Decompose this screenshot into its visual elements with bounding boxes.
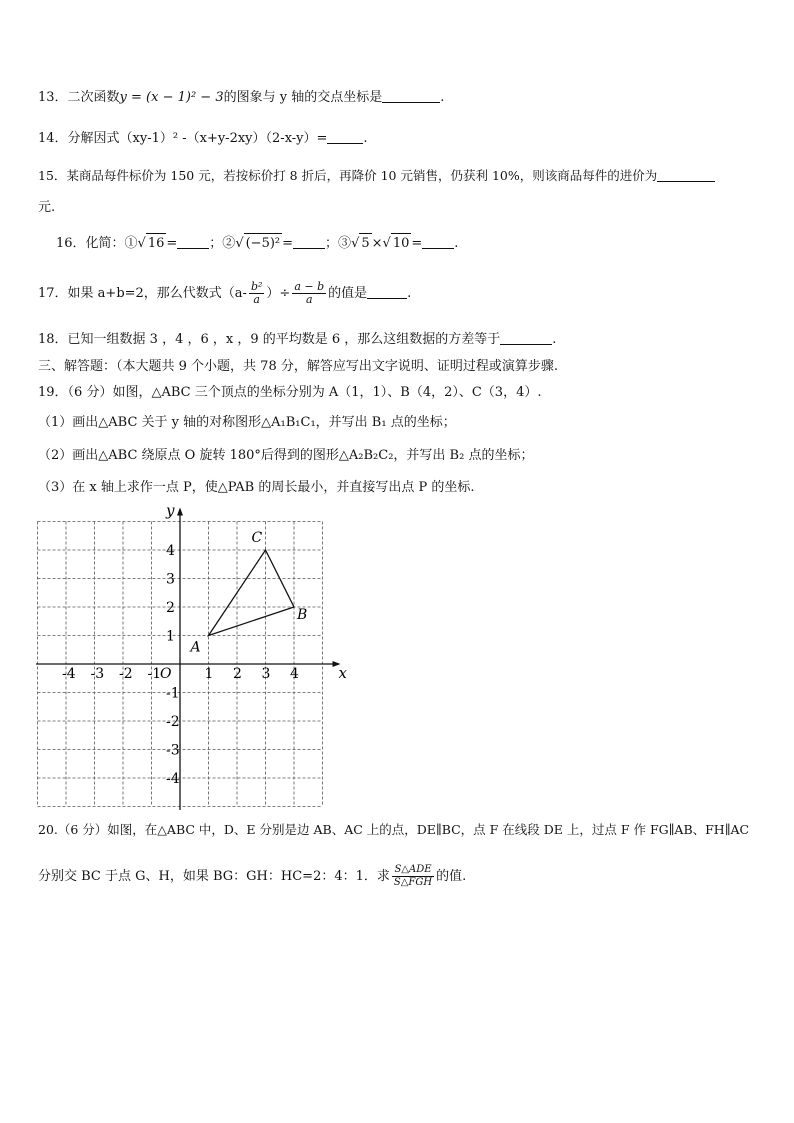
q17-post: 的值是 bbox=[328, 286, 368, 301]
q14-text: 14．分解因式（xy-1）² -（x+y-2xy）（2-x-y）= bbox=[38, 131, 328, 146]
q18-text: 18．已知一组数据 3 ，4 ，6 ，x ，9 的平均数是 6 ，那么这组数据的方差等于 bbox=[38, 332, 501, 347]
q20-frac-denominator: S△FGH bbox=[393, 877, 433, 888]
q19-title: 19．（6 分）如图，△ABC 三个顶点的坐标分别为 A（1，1）、B（4，2）、C（3，4）. bbox=[38, 385, 542, 400]
q17-f1-denominator: a bbox=[253, 293, 260, 306]
q18-answer-blank[interactable] bbox=[500, 330, 552, 345]
q17-fraction-2 bbox=[292, 281, 326, 306]
y-tick-label: 4 bbox=[166, 543, 175, 559]
q16-radicand-3a: 5 bbox=[359, 233, 371, 254]
question-15 bbox=[38, 166, 715, 186]
point-label-a: A bbox=[190, 639, 201, 656]
y-axis-arrow bbox=[177, 508, 183, 516]
origin-label: O bbox=[160, 666, 172, 682]
q17-f1-numerator: b² bbox=[250, 280, 263, 293]
y-tick-label: 3 bbox=[166, 571, 175, 588]
q15-continuation: 元. bbox=[38, 200, 56, 215]
q13-number: 13．二次函数 bbox=[38, 90, 120, 105]
sqrt-icon: √ bbox=[382, 236, 391, 251]
q13-end: . bbox=[440, 90, 445, 105]
q20-area-ratio bbox=[392, 864, 434, 889]
question-13 bbox=[38, 88, 444, 108]
question-18 bbox=[38, 330, 556, 350]
q20-line-2-post: 的值. bbox=[436, 869, 467, 884]
triangle-outline bbox=[209, 550, 295, 636]
q16-eq-2: = bbox=[282, 236, 294, 251]
question-14 bbox=[38, 129, 368, 149]
q17-f2-numerator: a − b bbox=[294, 280, 325, 293]
q16-radicand-3b: 10 bbox=[391, 233, 412, 254]
q16-blank-1[interactable] bbox=[177, 234, 209, 249]
q16-sep-2: ；③ bbox=[325, 236, 352, 251]
x-tick-label: 3 bbox=[261, 666, 271, 682]
q17-mid: ）÷ bbox=[266, 286, 291, 301]
q15-answer-blank[interactable] bbox=[657, 167, 715, 182]
q17-answer-blank[interactable] bbox=[367, 284, 407, 299]
sqrt-icon: √ bbox=[235, 236, 244, 251]
q14-answer-blank[interactable] bbox=[327, 129, 363, 144]
q18-end: . bbox=[552, 332, 557, 347]
q16-sep-1: ；② bbox=[209, 236, 236, 251]
q16-label: 16．化简：① bbox=[56, 236, 138, 251]
question-16 bbox=[56, 233, 458, 254]
q17-f2-denominator: a bbox=[305, 293, 313, 306]
y-tick-label: 2 bbox=[166, 600, 175, 616]
q16-eq-1: = bbox=[166, 236, 178, 251]
q16-blank-2[interactable] bbox=[293, 234, 325, 249]
q20-frac-numerator: S△ADE bbox=[394, 864, 432, 875]
q16-times: × bbox=[371, 236, 383, 251]
sqrt-icon: √ bbox=[137, 236, 146, 251]
q17-fraction-1 bbox=[249, 281, 264, 306]
y-tick-label: 1 bbox=[166, 628, 175, 645]
section-3-heading: 三、解答题：（本大题共 9 个小题，共 78 分，解答应写出文字说明、证明过程或演算步骤. bbox=[38, 359, 558, 374]
q20-line-2 bbox=[38, 860, 466, 894]
q14-end: . bbox=[363, 131, 368, 146]
q13-function: y = (x − 1)² − 3 bbox=[119, 90, 224, 105]
q17-pre: 17．如果 a+b=2，那么代数式（a- bbox=[38, 286, 247, 301]
y-axis-label: y bbox=[166, 501, 175, 520]
axes bbox=[36, 502, 348, 811]
point-label-b: B bbox=[297, 607, 308, 623]
q16-radicand-2: (−5)² bbox=[244, 233, 283, 254]
q19-part-2: （2）画出△ABC 绕原点 O 旋转 180°后得到的图形△A₂B₂C₂，并写出 B₂ 点的坐标； bbox=[38, 448, 534, 463]
y-tick-label: -4 bbox=[166, 771, 180, 787]
q19-part-3: （3）在 x 轴上求作一点 P，使△PAB 的周长最小，并直接写出点 P 的坐标. bbox=[38, 480, 475, 495]
y-tick-label: -1 bbox=[166, 685, 180, 702]
q16-eq-3: = bbox=[411, 236, 423, 251]
y-tick-label: -2 bbox=[166, 714, 180, 730]
sqrt-icon: √ bbox=[351, 236, 360, 251]
q15-text: 15．某商品每件标价为 150 元，若按标价打 8 折后，再降价 10 元销售，仍获利 10%，则该商品每件的进价为 bbox=[38, 168, 658, 183]
x-tick-label: -2 bbox=[119, 666, 133, 682]
coordinate-grid-figure bbox=[36, 500, 356, 810]
q17-end: . bbox=[407, 286, 412, 301]
q19-part-1: （1）画出△ABC 关于 y 轴的对称图形△A₁B₁C₁，并写出 B₁ 点的坐标； bbox=[38, 415, 456, 430]
q20-line-1: 20.（6 分）如图，在△ABC 中，D、E 分别是边 AB、AC 上的点，DE∥BC，点 F 在线段 DE 上，过点 F 作 FG∥AB、FH∥AC bbox=[38, 822, 750, 837]
x-tick-label: 1 bbox=[204, 666, 214, 682]
q13-text: 的图象与 y 轴的交点坐标是 bbox=[223, 90, 383, 105]
triangle-abc bbox=[189, 530, 308, 656]
x-tick-label: 4 bbox=[290, 666, 299, 682]
point-label-c: C bbox=[251, 530, 263, 546]
q16-end: . bbox=[454, 236, 459, 251]
question-17 bbox=[38, 277, 411, 311]
q20-line-2-pre: 分别交 BC 于点 G、H，如果 BG：GH：HC=2：4：1．求 bbox=[38, 869, 390, 884]
x-tick-label: 2 bbox=[233, 666, 242, 682]
q13-answer-blank[interactable] bbox=[382, 88, 440, 103]
x-tick-label: -1 bbox=[147, 666, 162, 682]
q16-blank-3[interactable] bbox=[422, 234, 454, 249]
y-tick-label: -3 bbox=[166, 742, 180, 759]
x-tick-label: -4 bbox=[62, 666, 76, 682]
x-tick-label: -3 bbox=[90, 666, 105, 682]
q16-radicand-1: 16 bbox=[146, 233, 167, 254]
x-axis-label: x bbox=[338, 664, 347, 682]
